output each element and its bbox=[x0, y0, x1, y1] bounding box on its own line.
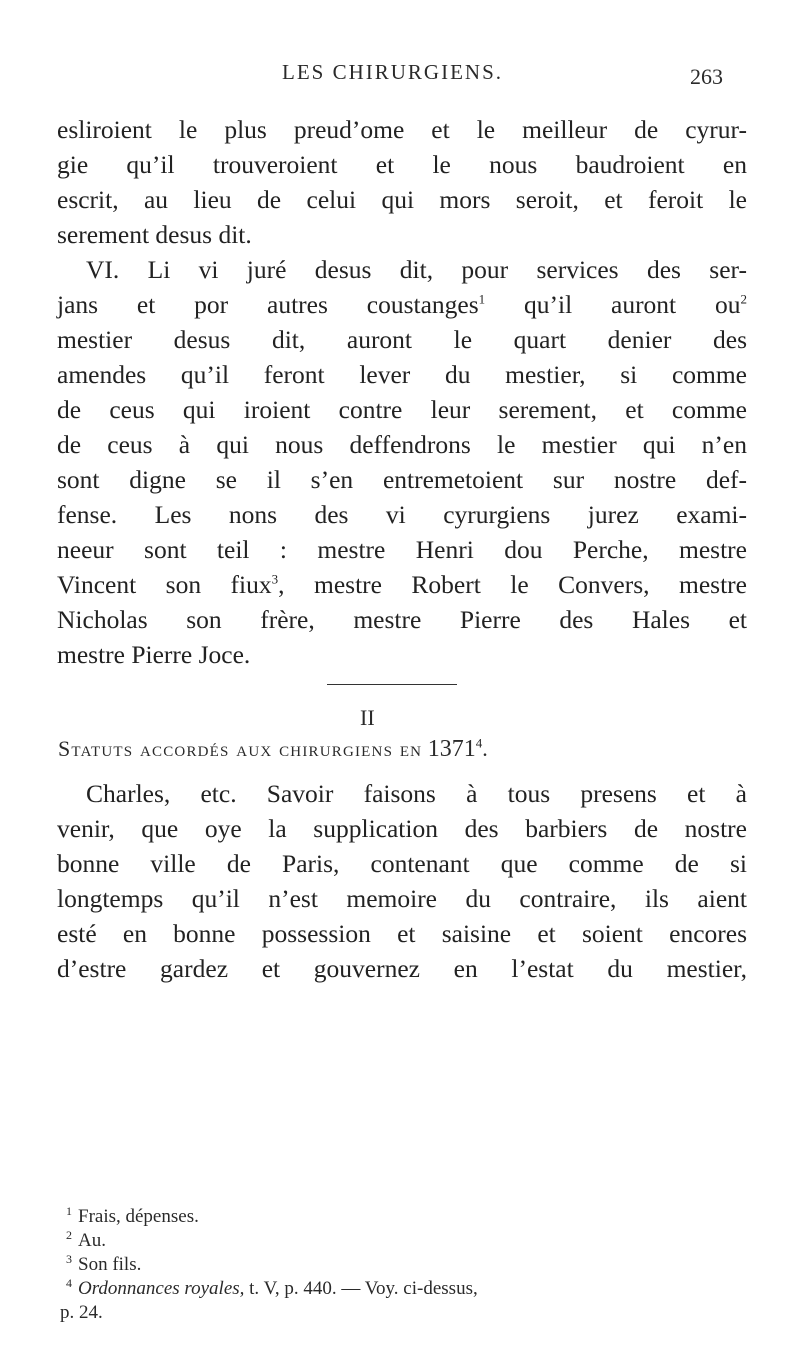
text-line: bonne ville de Paris, contenant que comme de si bbox=[57, 849, 747, 878]
body-text-top bbox=[57, 112, 747, 672]
text-line: neeur sont teil : mestre Henri dou Perche, mestre bbox=[57, 535, 747, 564]
text-line: venir, que oye la supplication des barbiers de nostre bbox=[57, 814, 747, 843]
text-line: fense. Les nons des vi cyrurgiens jurez exami- bbox=[57, 500, 747, 529]
text-line: mestier desus dit, auront le quart denier des bbox=[57, 325, 747, 354]
text-line: gie qu’il trouveroient et le nous baudroient en bbox=[57, 150, 747, 179]
text-line: escrit, au lieu de celui qui mors seroit, et feroit le bbox=[57, 185, 747, 214]
text-line: serement desus dit. bbox=[57, 220, 252, 249]
footnote: $^3$ Son fils. bbox=[66, 1251, 142, 1275]
text-line: Nicholas son frère, mestre Pierre des Hales et bbox=[57, 605, 747, 634]
section-number: II bbox=[360, 705, 375, 730]
footnote-ref: 2 bbox=[740, 291, 747, 307]
page-number: 263 bbox=[690, 64, 723, 89]
text-line: esté en bonne possession et saisine et soient encores bbox=[57, 919, 747, 948]
running-title: LES CHIRURGIENS. bbox=[282, 60, 504, 84]
text-line: amendes qu’il feront lever du mestier, si comme bbox=[57, 360, 747, 389]
body-text-bottom bbox=[57, 776, 747, 986]
footnote-ref: 4 bbox=[475, 735, 483, 751]
text-line: d’estre gardez et gouvernez en l’estat du mestier, bbox=[57, 954, 747, 983]
text-line: esliroient le plus preud’ome et le meilleur de cyrur- bbox=[57, 115, 747, 144]
footnote-ref: 3 bbox=[271, 571, 279, 587]
footnote: $^2$ Au. bbox=[66, 1227, 106, 1251]
text-line: sont digne se il s’en entremetoient sur nostre def- bbox=[57, 465, 747, 494]
footnote: $^4$ Ordonnances royales, t. V, p. 440. — Voy. ci-dessus, bbox=[66, 1275, 478, 1299]
footnotes bbox=[60, 1205, 750, 1325]
text-line: Vincent son fiux$^3$, mestre Robert le Convers, mestre bbox=[57, 570, 747, 599]
text-line: VI. Li vi juré desus dit, pour services des ser- bbox=[86, 255, 747, 284]
footnote-continuation: p. 24. bbox=[60, 1302, 103, 1323]
text-line: Charles, etc. Savoir faisons à tous presens et à bbox=[86, 779, 747, 808]
footnote: $^1$ Frais, dépenses. bbox=[66, 1203, 199, 1227]
text-line: longtemps qu’il n’est memoire du contraire, ils aient bbox=[57, 884, 747, 913]
footnote-ref: 1 bbox=[478, 291, 486, 307]
text-line: mestre Pierre Joce. bbox=[57, 640, 251, 669]
text-line: de ceus à qui nous deffendrons le mestier qui n’en bbox=[57, 430, 747, 459]
text-line: jans et por autres coustanges$^1$ qu’il auront $ou^2$ bbox=[57, 290, 747, 319]
text-line: de ceus qui iroient contre leur serement, et comme bbox=[57, 395, 747, 424]
section-divider bbox=[327, 684, 457, 685]
section-title: Statuts accordés aux chirurgiens en 1371$^4$. bbox=[58, 735, 488, 762]
